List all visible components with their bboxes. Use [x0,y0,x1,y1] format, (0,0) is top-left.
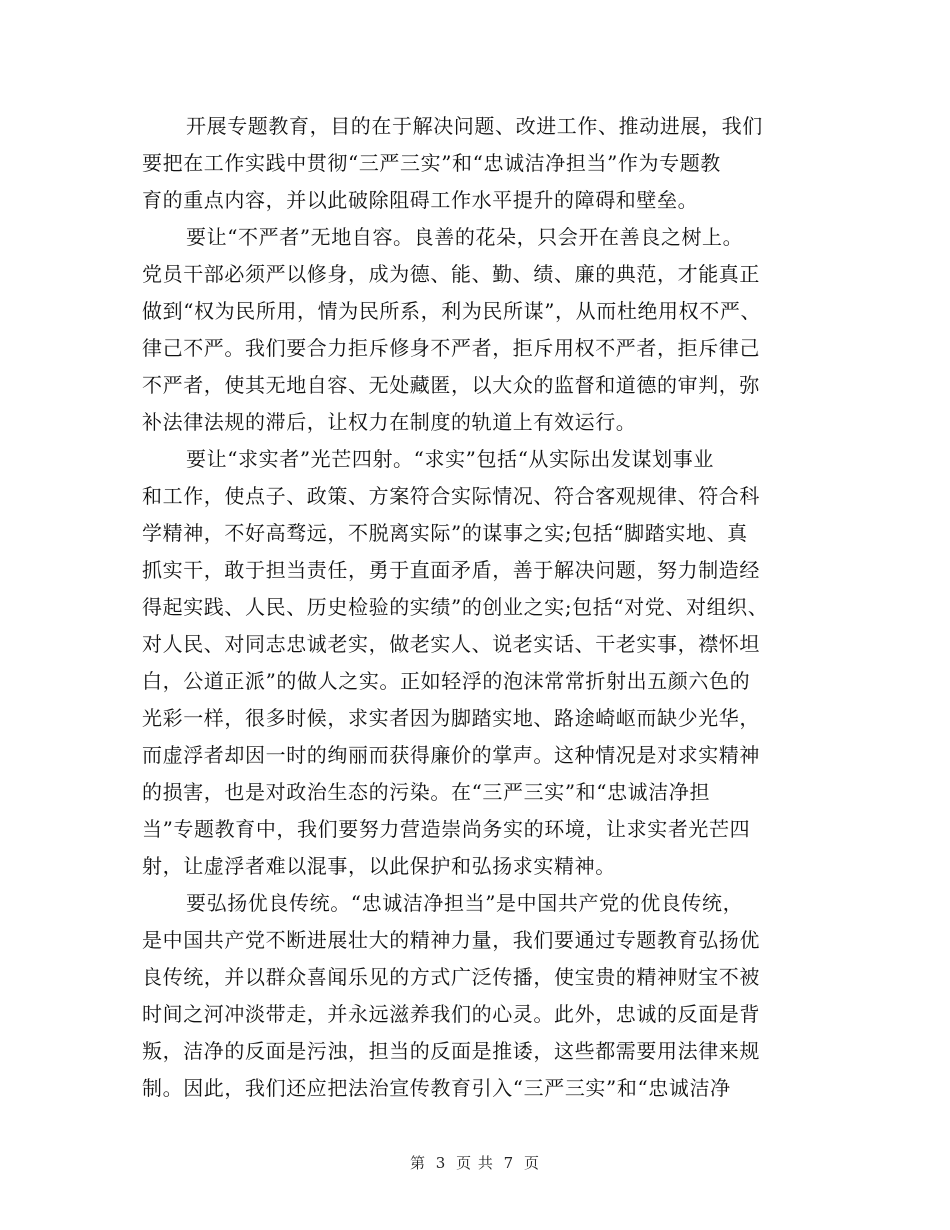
page-footer [0,1153,950,1173]
text-line: 党员干部必须严以修身，成为德、能、勤、绩、廉的典范，才能真正 [142,262,760,286]
text-line: 叛，洁净的反面是污浊，担当的反面是推诿，这些都需要用法律来规 [142,1039,760,1063]
current-page-number: 3 [435,1154,447,1172]
text-line: 射，让虚浮者难以混事，以此保护和弘扬求实精神。 [142,854,616,878]
footer-prefix: 第 [409,1154,426,1172]
text-line: 学精神，不好高骛远，不脱离实际”的谋事之实;包括“脚踏实地、真 [142,521,748,545]
text-line: 当”专题教育中，我们要努力营造崇尚务实的环境，让求实者光芒四 [142,817,751,841]
text-line: 补法律法规的滞后，让权力在制度的轨道上有效运行。 [142,410,637,434]
text-line: 和工作，使点子、政策、方案符合实际情况、符合客观规律、符合科 [142,484,760,508]
document-body [142,108,842,1107]
text-line: 得起实践、人民、历史检验的实绩”的创业之实;包括“对党、对组织、 [142,595,769,619]
footer-middle: 页 共 [456,1154,494,1172]
text-line: 制。因此，我们还应把法治宣传教育引入“三严三实”和“忠诚洁净 [142,1076,731,1100]
text-line: 白，公道正派”的做人之实。正如轻浮的泡沫常常折射出五颜六色的 [142,669,751,693]
total-page-count: 7 [503,1154,515,1172]
text-line: 要让“求实者”光芒四射。“求实”包括“从实际出发谋划事业 [186,447,714,471]
text-line: 要弘扬优良传统。“忠诚洁净担当”是中国共产党的优良传统， [186,891,744,915]
footer-suffix: 页 [524,1154,541,1172]
text-line: 对人民、对同志忠诚老实，做老实人、说老实话、干老实事，襟怀坦 [142,632,760,656]
text-line: 光彩一样，很多时候，求实者因为脚踏实地、路途崎岖而缺少光华， [142,706,760,730]
text-line: 时间之河冲淡带走，并永远滋养我们的心灵。此外，忠诚的反面是背 [142,1002,760,1026]
text-line: 良传统，并以群众喜闻乐见的方式广泛传播，使宝贵的精神财宝不被 [142,965,760,989]
text-line: 育的重点内容，并以此破除阻碍工作水平提升的障碍和壁垒。 [142,188,699,212]
text-line: 要让“不严者”无地自容。良善的花朵，只会开在善良之树上。 [186,225,744,249]
text-line: 开展专题教育，目的在于解决问题、改进工作、推动进展，我们 [186,114,763,138]
text-line: 做到“权为民所用，情为民所系，利为民所谋”，从而杜绝用权不严、 [142,299,762,323]
text-line: 是中国共产党不断进展壮大的精神力量，我们要通过专题教育弘扬优 [142,928,760,952]
text-line: 不严者，使其无地自容、无处藏匿，以大众的监督和道德的审判，弥 [142,373,760,397]
text-line: 的损害，也是对政治生态的污染。在“三严三实”和“忠诚洁净担 [142,780,711,804]
text-line: 要把在工作实践中贯彻“三严三实”和“忠诚洁净担当”作为专题教 [142,151,721,175]
text-line: 抓实干，敢于担当责任，勇于直面矛盾，善于解决问题，努力制造经 [142,558,760,582]
text-line: 律己不严。我们要合力拒斥修身不严者，拒斥用权不严者，拒斥律己 [142,336,760,360]
text-line: 而虚浮者却因一时的绚丽而获得廉价的掌声。这种情况是对求实精神 [142,743,760,767]
